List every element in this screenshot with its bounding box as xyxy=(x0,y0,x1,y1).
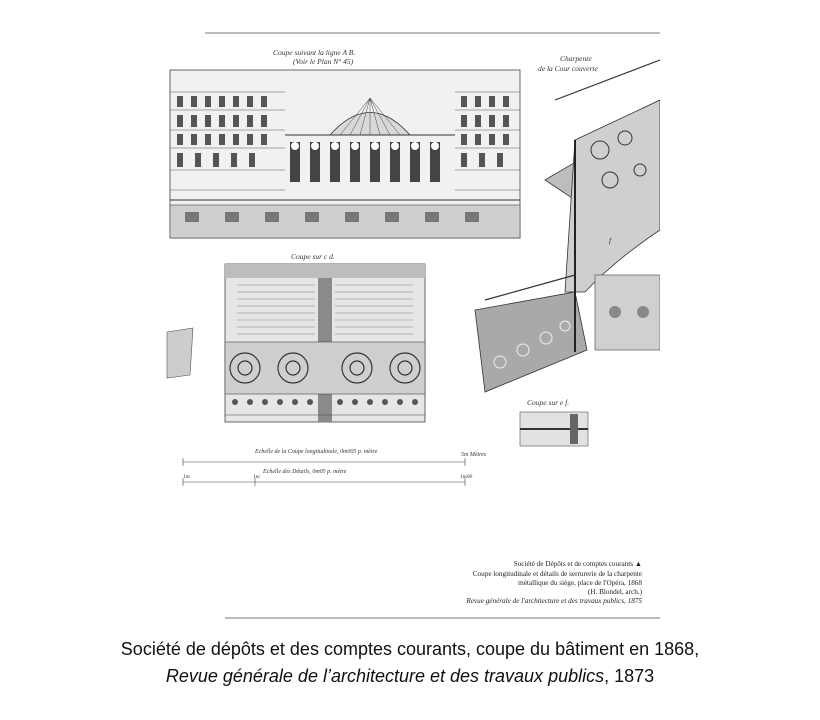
label-section-cd: Coupe sur c d. xyxy=(291,252,335,261)
label-section-ef: Coupe sur e f. xyxy=(527,398,570,407)
caption-year: , 1873 xyxy=(604,666,655,686)
figure-caption xyxy=(0,636,820,690)
scale-2-start: 1m xyxy=(183,474,190,480)
plate-caption-line-3: métallique du siège, place de l'Opéra, 1868 xyxy=(518,579,642,587)
left-fragment-drawing xyxy=(167,328,193,378)
engraving-drawing xyxy=(155,30,660,622)
label-charpente: Charpente xyxy=(560,54,592,63)
scale-1-label: Echelle de la Coupe longitudinale, 0m005 p. mètre xyxy=(255,449,378,455)
plate-caption-line-5: Revue générale de l'architecture et des travaux publics, 1875 xyxy=(466,597,642,605)
label-section-main-sub: (Voir le Plan N° 45) xyxy=(293,57,354,66)
plate-caption-line-2: Coupe longitudinale et détails de serrurerie de la charpente xyxy=(472,570,642,578)
scale-2-mid: 1m xyxy=(253,474,260,480)
scale-2-label: Echelle des Détails, 0m05 p. mètre xyxy=(263,469,347,475)
section-cd-drawing xyxy=(225,264,425,422)
label-section-main: Coupe suivant la ligne A B. xyxy=(273,48,356,57)
caption-publication-title: Revue générale de l’architecture et des travaux publics xyxy=(165,666,605,686)
scale-1-end: 5m Mètres xyxy=(461,452,487,458)
label-charpente-sub: de la Cour couverte xyxy=(538,64,598,73)
caption-line-2 xyxy=(0,663,820,690)
longitudinal-section-drawing xyxy=(170,70,520,238)
scale-2-end: 1m00 xyxy=(460,474,473,480)
engraving-plate xyxy=(155,30,660,622)
caption-line-1: Société de dépôts et des comptes courants, coupe du bâtiment en 1868, xyxy=(120,639,700,659)
section-ef-drawing xyxy=(520,412,588,446)
plate-caption-line-1: Société de Dépôts et de comptes courants ▲ xyxy=(513,560,642,568)
plate-caption-line-4: (H. Blondel, arch.) xyxy=(587,588,642,596)
label-f: f xyxy=(609,236,612,245)
